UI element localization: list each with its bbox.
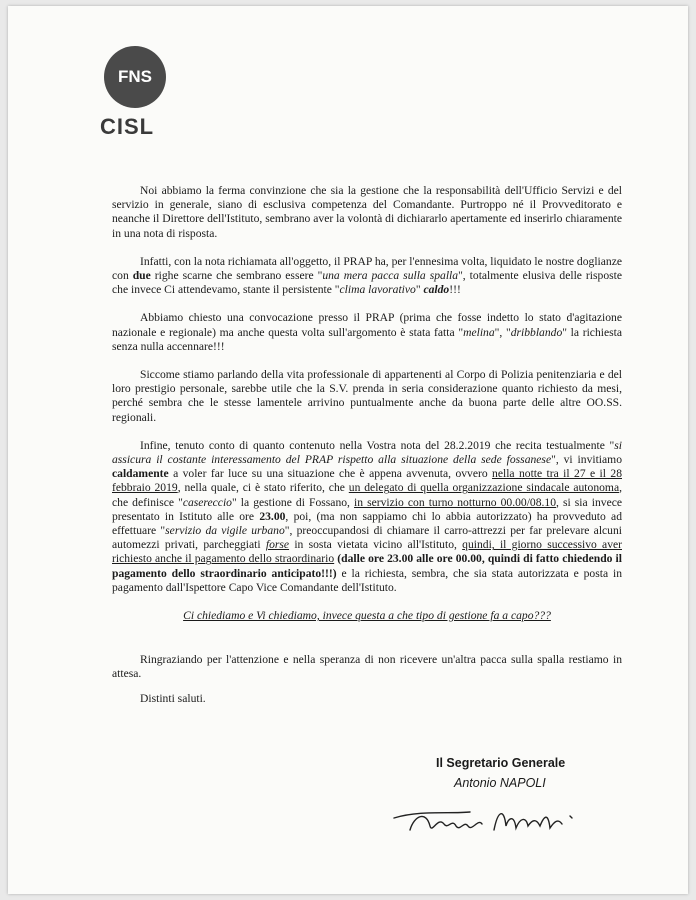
text-run: , si sia invece presentato in Istituto alle ore <box>112 495 623 523</box>
text-run: " la gestione di Fossano, <box>231 495 355 509</box>
paragraph-4: Siccome stiamo parlando della vita professionale di appartenenti al Corpo di Polizia penitenziaria e del loro prestigio personale, sarebbe utile che la S.V. prenda in seria considerazione quanto richiesto da mesi, perché sembra che le stesse lamentele arrivino puntualmente anche da buona parte delle altre OO.SS. regionali. <box>112 368 622 424</box>
rhetorical-question: Ci chiediamo e Vi chiediamo, invece questa a che tipo di gestione fa a capo??? <box>183 609 551 623</box>
letter-body <box>112 184 622 706</box>
text-run: " la richiesta senza nulla accennare!!! <box>112 325 622 353</box>
text-run: Infine, tenuto conto di quanto contenuto nella Vostra nota del 28.2.2019 che recita testualmente " <box>140 438 615 452</box>
paragraph-3 <box>112 311 622 354</box>
logo-text: CISL <box>100 114 155 139</box>
closing-paragraph: Ringraziando per l'attenzione e nella speranza di non ricevere un'altra pacca sulla spalla restiamo in attesa. <box>112 653 622 681</box>
text-run: melina <box>463 325 495 339</box>
salutation: Distinti saluti. <box>140 691 206 705</box>
paragraph-2 <box>112 255 622 298</box>
handwritten-signature <box>390 796 600 846</box>
text-run: (dalle ore 23.00 alle ore 00.00, quindi di fatto chiedendo il pagamento dello straordinario anticipato!!!) <box>112 552 622 580</box>
text-run: 23.00 <box>259 509 286 523</box>
text-run: nella notte tra il 27 e il 28 febbraio 2019 <box>112 467 622 495</box>
text-run: servizio da vigile urbano <box>165 524 285 538</box>
text-run: Infatti, con la nota richiamata all'oggetto, il PRAP ha, per l'ennesima volta, liquidato le nostre doglianze con <box>112 254 622 283</box>
text-run: una mera pacca sulla spalla <box>322 269 459 283</box>
text-run: ", totalmente elusiva delle risposte che invece Ci attendevamo, stante il persistente " <box>112 269 622 297</box>
text-run: e la richiesta, sembra, che sia stata autorizzata e posta in pagamento dall'Ispettore Capo Vice Comandante dell'Istituto. <box>112 566 622 594</box>
text-run: " <box>415 283 424 297</box>
text-run: ", " <box>494 325 511 339</box>
text-run: un delegato di quella organizzazione sindacale autonoma <box>348 481 620 495</box>
text-run: righe scarne che sembrano essere " <box>150 269 323 283</box>
text-run: !!! <box>449 283 461 297</box>
text-run: clima lavorativo <box>339 283 416 297</box>
text-run: , poi, (ma non sappiamo chi lo abbia autorizzato) ha provveduto ad effettuare " <box>112 509 623 538</box>
text-run: casereccio <box>182 495 232 509</box>
text-run: si assicura il costante interessamento del PRAP rispetto alla situazione della sede fossanese <box>112 438 622 467</box>
text-run: in servizio con turno notturno 00.00/08.10 <box>354 495 557 509</box>
signatory-role: Il Segretario Generale <box>436 756 566 770</box>
text-run: in sosta vietata vicino all'Istituto, <box>289 538 463 552</box>
text-run: , che definisce " <box>112 481 622 509</box>
text-run: ", preoccupandosi di chiamare il carro-attrezzi per far prelevare alcuni automezzi privati, parcheggiati <box>112 524 623 552</box>
text-run: Abbiamo chiesto una convocazione presso il PRAP (prima che fosse indetto lo stato d'agitazione nazionale e regionale) ma anche questa volta sull'argomento è stata fatta " <box>112 311 622 339</box>
text-run: caldo <box>423 283 450 297</box>
logo-badge: FNS <box>104 46 166 108</box>
text-run: dribblando <box>510 325 563 339</box>
paragraph-5 <box>112 439 622 595</box>
text-run: due <box>132 269 151 283</box>
text-run: caldamente <box>112 467 169 481</box>
text-run: ", vi invitiamo <box>551 453 622 467</box>
text-run: quindi, il giorno successivo aver richiesto anche il pagamento dello straordinario <box>112 538 622 566</box>
text-run: a voler far luce su una situazione che è appena avvenuta, ovvero <box>168 467 493 481</box>
signatory-name: Antonio NAPOLI <box>454 776 546 790</box>
fns-cisl-logo <box>100 46 170 140</box>
text-run: forse <box>265 538 290 552</box>
signature-block <box>436 756 636 790</box>
document-page <box>8 6 688 894</box>
text-run: , nella quale, ci è stato riferito, che <box>177 481 349 495</box>
paragraph-1: Noi abbiamo la ferma convinzione che sia la gestione che la responsabilità dell'Ufficio Servizi e del servizio in generale, siano di esclusiva competenza del Comandante. Purtroppo né il Provveditorato e neanche il Direttore dell'Istituto, sembrano aver la volontà di dichiararlo apertamente ed inserirlo chiaramente in una nota di risposta. <box>112 184 622 240</box>
